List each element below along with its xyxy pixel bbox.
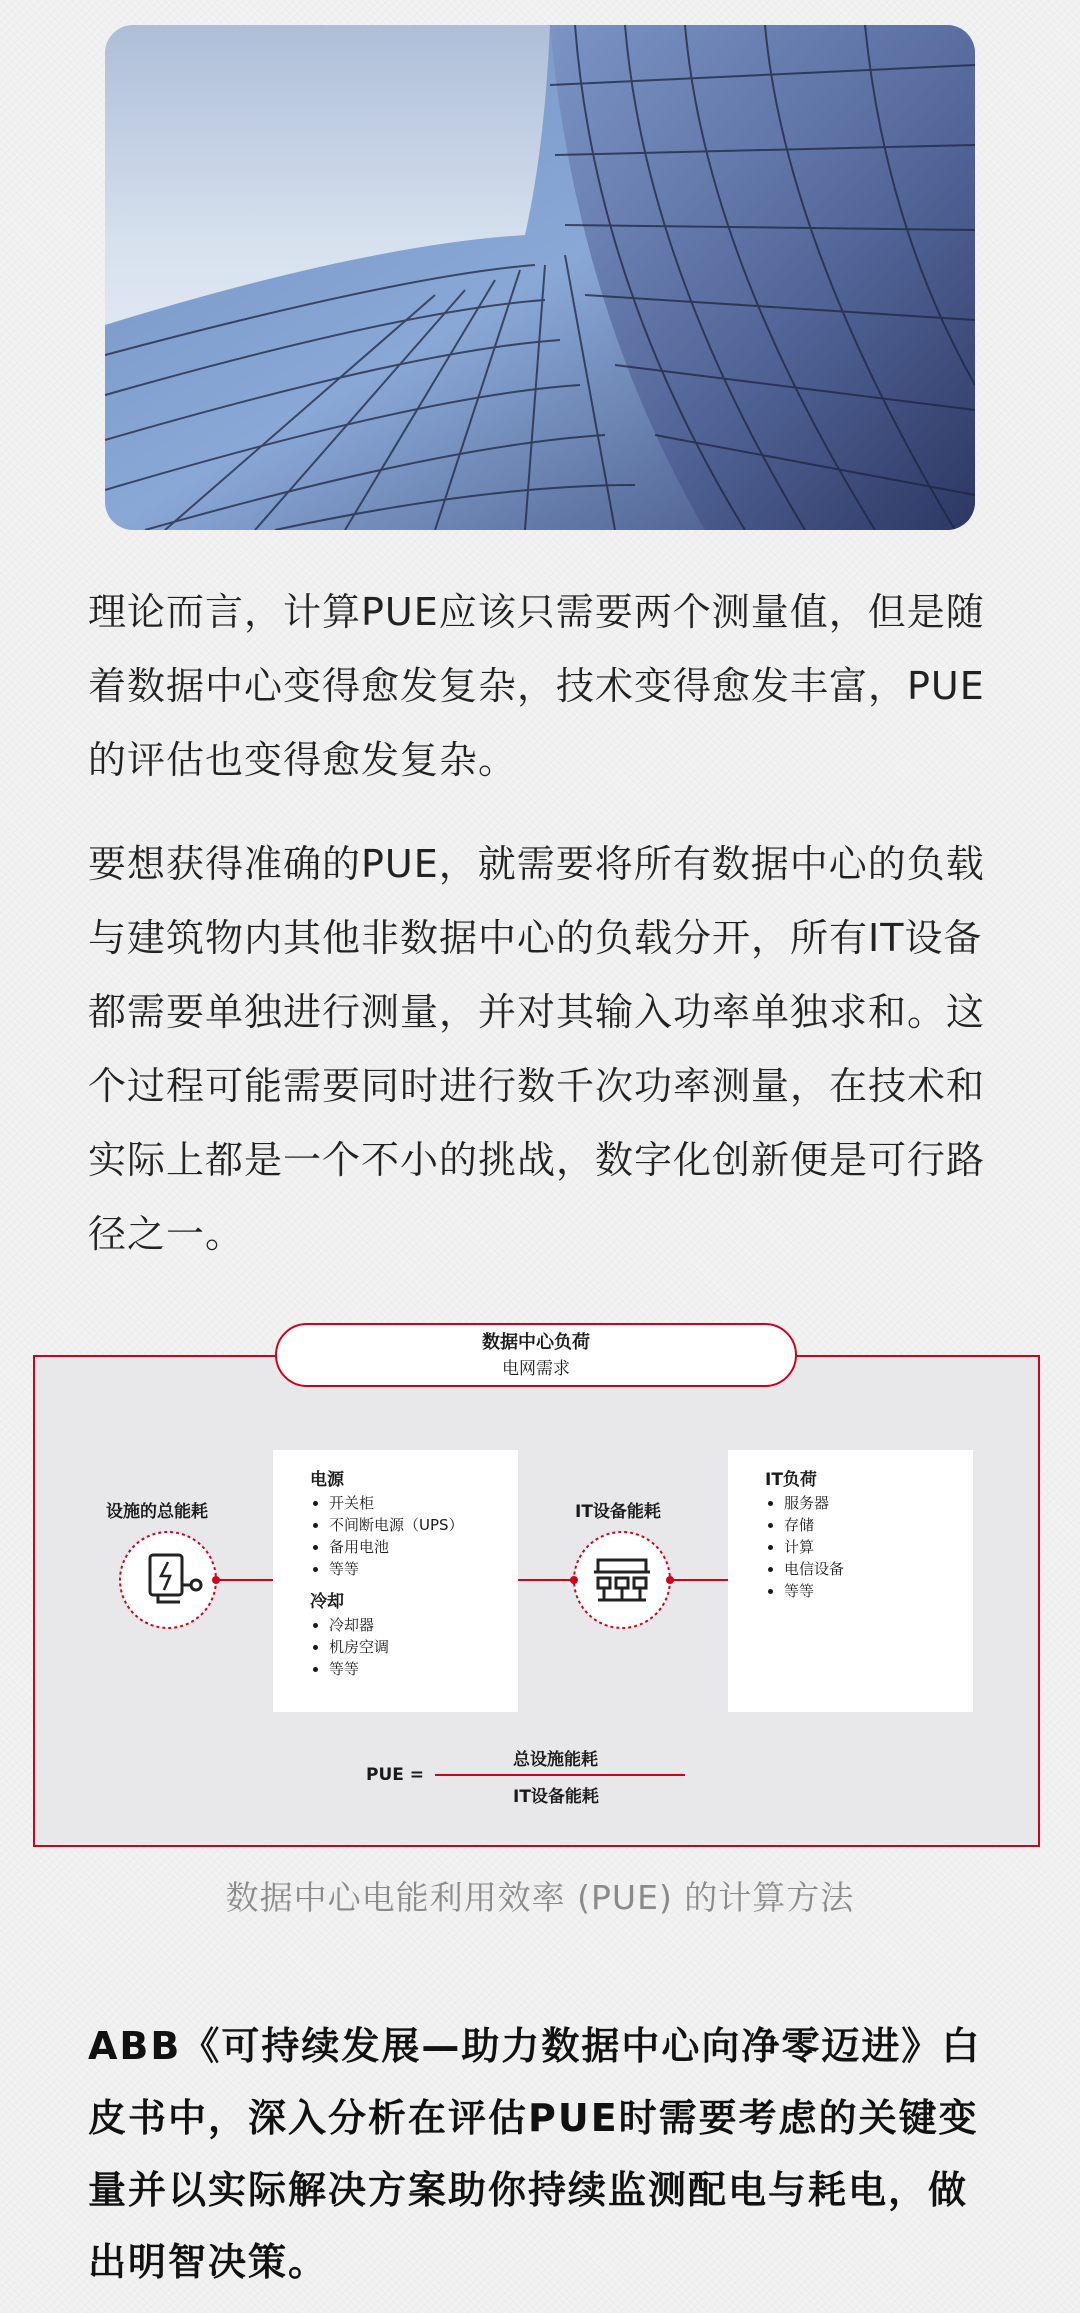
list-item: • 等等: [329, 1558, 518, 1580]
list-item: • 存储: [784, 1514, 973, 1536]
formula-denominator: IT设备能耗: [513, 1787, 599, 1807]
list-item: • 不间断电源（UPS）: [329, 1514, 518, 1536]
pill-title: 数据中心负荷: [482, 1332, 590, 1353]
list-item: • 备用电池: [329, 1536, 518, 1558]
diagram-caption: 数据中心电能利用效率 (PUE) 的计算方法: [225, 1878, 855, 1917]
power-title: 电源: [310, 1470, 344, 1490]
cooling-list: [329, 1614, 518, 1680]
list-item: • 开关柜: [329, 1492, 518, 1514]
intro-paragraph: 理论而言，计算PUE应该只需要两个测量值，但是随着数据中心变得愈发复杂，技术变得愈发丰富，PUE的评估也变得愈发复杂。: [88, 590, 985, 782]
it-load-list: [784, 1492, 973, 1602]
cooling-title: 冷却: [310, 1592, 344, 1612]
list-item: • 等等: [784, 1580, 973, 1602]
list-item: • 电信设备: [784, 1558, 973, 1580]
list-item: • 计算: [784, 1536, 973, 1558]
formula-fraction-line: [435, 1774, 685, 1776]
hero-building-image: [105, 25, 975, 530]
whitepaper-paragraph: ABB《可持续发展—助力数据中心向净零迈进》白皮书中，深入分析在评估PUE时需要考虑的关键变量并以实际解决方案助你持续监测配电与耗电，做出明智决策。: [88, 2024, 982, 2284]
facility-equipment-box: [273, 1450, 518, 1712]
list-item: • 等等: [329, 1658, 518, 1680]
data-center-load-pill: [275, 1323, 797, 1387]
list-item: • 机房空调: [329, 1636, 518, 1658]
it-energy-label: IT设备能耗: [575, 1502, 661, 1522]
it-load-box: [728, 1450, 973, 1712]
it-load-title: IT负荷: [765, 1470, 817, 1490]
power-list: [329, 1492, 518, 1580]
pue-formula-label: PUE =: [366, 1765, 425, 1785]
total-facility-label: 设施的总能耗: [106, 1502, 208, 1522]
list-item: • 冷却器: [329, 1614, 518, 1636]
detail-paragraph: 要想获得准确的PUE，就需要将所有数据中心的负载与建筑物内其他非数据中心的负载分开，所有IT设备都需要单独进行测量，并对其输入功率单独求和。这个过程可能需要同时进行数千次功率测量，在技术和实际上都是一个不小的挑战，数字化创新便是可行路径之一。: [88, 842, 986, 1256]
pill-subtitle: 电网需求: [502, 1359, 570, 1379]
list-item: • 服务器: [784, 1492, 973, 1514]
formula-numerator: 总设施能耗: [513, 1750, 598, 1770]
